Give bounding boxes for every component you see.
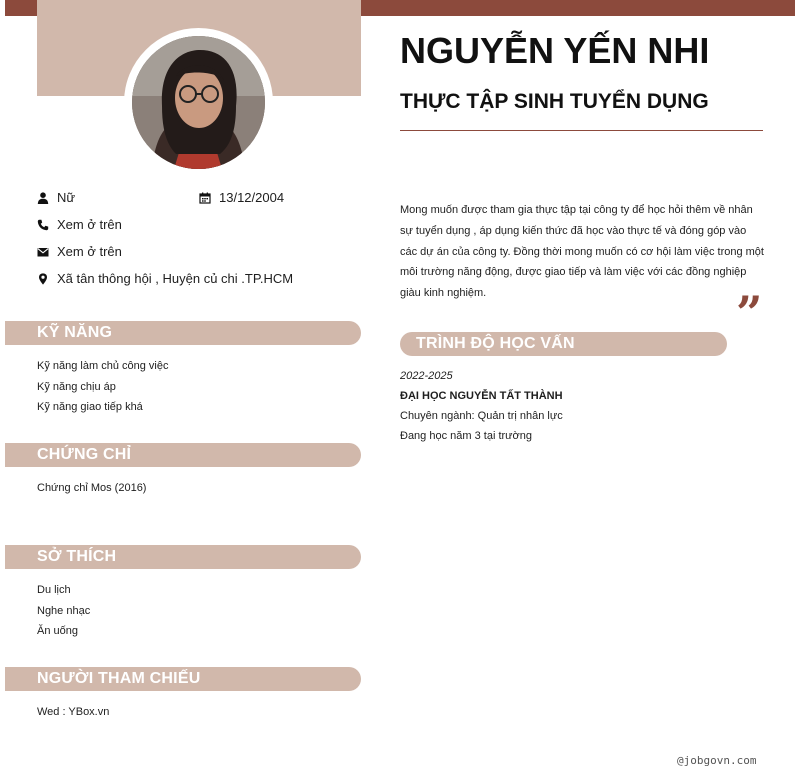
skills-list	[37, 356, 168, 418]
list-item: Kỹ năng chịu áp	[37, 380, 116, 393]
email-row	[37, 244, 122, 259]
career-objective: Mong muốn được tham gia thực tập tại công ty để học hỏi thêm về nhân sự tuyển dụng , áp dụng kiến thức đã học vào thực tế và đóng góp vào các dự án của công ty. Đồng thời mong muốn có cơ hội làm việc trong một môi trường năng động, được giao tiếp và làm việc với các đồng nghiệp giàu kinh nghiệm.	[400, 204, 764, 300]
education-status: Đang học năm 3 tại trường	[400, 430, 532, 442]
avatar	[132, 36, 265, 169]
address-row	[37, 271, 293, 286]
user-icon	[37, 192, 49, 204]
gender-value: Nữ	[57, 190, 76, 205]
dob-row	[199, 190, 284, 205]
references-title: NGƯỜI THAM CHIẾU	[37, 670, 201, 687]
hobbies-list	[37, 580, 90, 642]
calendar-icon	[199, 192, 211, 204]
references-section-header	[5, 667, 361, 691]
list-item: Kỹ năng giao tiếp khá	[37, 401, 143, 413]
list-item: Nghe nhạc	[37, 604, 91, 617]
gender-row	[37, 190, 75, 205]
quote-icon: ”	[736, 286, 760, 340]
certificates-list	[37, 478, 146, 499]
list-item: Chứng chỉ Mos (2016)	[37, 482, 147, 494]
references-list	[37, 702, 109, 723]
email-value: Xem ở trên	[57, 244, 122, 259]
phone-icon	[37, 219, 49, 231]
education-years: 2022-2025	[400, 370, 453, 382]
phone-row	[37, 217, 122, 232]
list-item: Kỹ năng làm chủ công việc	[37, 360, 169, 372]
certificates-section-header	[5, 443, 361, 467]
hobbies-section-header	[5, 545, 361, 569]
watermark: @jobgovn.com	[677, 754, 757, 767]
address-value: Xã tân thông hội , Huyện củ chi .TP.HCM	[57, 271, 294, 286]
education-school: ĐẠI HỌC NGUYỄN TẤT THÀNH	[400, 390, 563, 402]
dob-value: 13/12/2004	[219, 190, 285, 205]
candidate-name: NGUYỄN YẾN NHI	[400, 30, 710, 71]
list-item: Wed : YBox.vn	[37, 706, 110, 718]
job-title: THỰC TẬP SINH TUYỂN DỤNG	[400, 90, 709, 113]
certificates-title: CHỨNG CHỈ	[37, 446, 132, 463]
hobbies-title: SỞ THÍCH	[37, 548, 117, 565]
education-title: TRÌNH ĐỘ HỌC VẤN	[416, 335, 575, 352]
envelope-icon	[37, 246, 49, 258]
education-entry	[400, 366, 563, 446]
phone-value: Xem ở trên	[57, 217, 122, 232]
list-item: Du lịch	[37, 584, 71, 596]
list-item: Ăn uống	[37, 625, 78, 637]
skills-section-header	[5, 321, 361, 345]
education-major: Chuyên ngành: Quản trị nhân lực	[400, 410, 563, 422]
education-section-header	[400, 332, 727, 356]
skills-title: KỸ NĂNG	[37, 324, 113, 341]
map-pin-icon	[37, 273, 49, 285]
title-divider	[400, 130, 763, 131]
